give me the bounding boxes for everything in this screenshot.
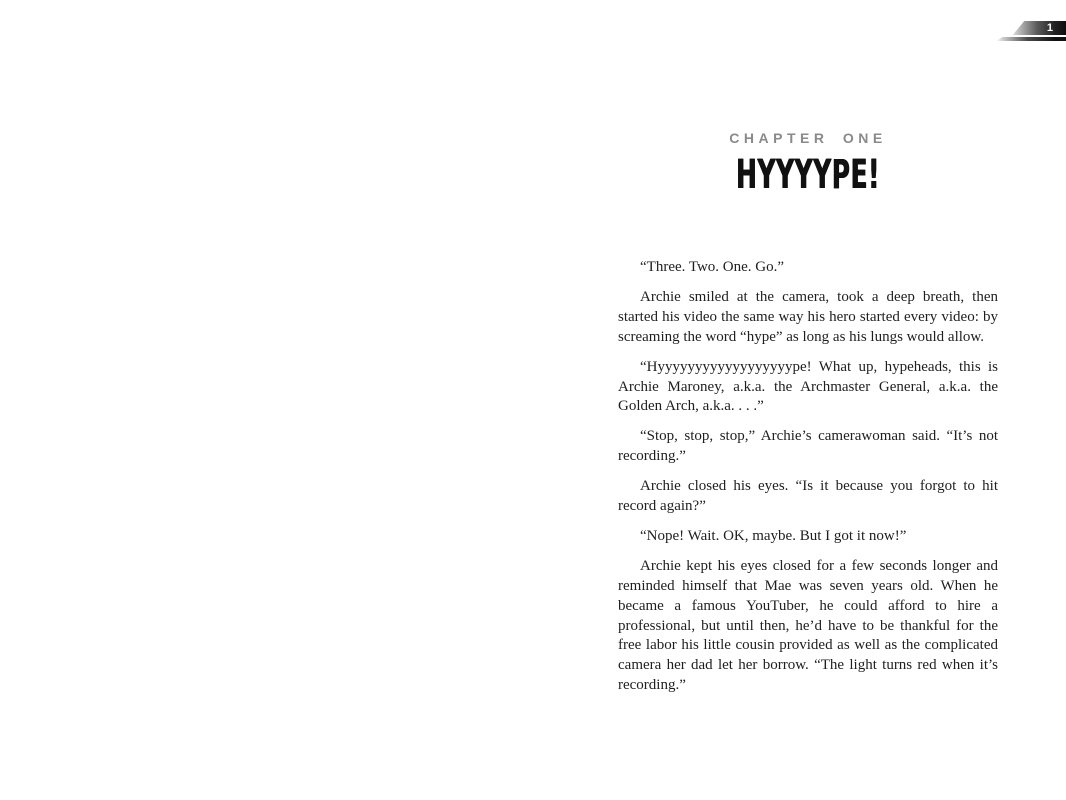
chapter-title-text: HYYYYPE!	[736, 152, 880, 198]
page-number-tab	[996, 21, 1066, 43]
body-text	[618, 258, 998, 706]
chapter-label: CHAPTER ONE	[729, 130, 887, 146]
paragraph: “Stop, stop, stop,” Archie’s camerawoman said. “It’s not recording.”	[618, 428, 998, 465]
chapter-heading	[618, 130, 998, 198]
chapter-title	[618, 152, 998, 198]
page-number-bar	[1008, 21, 1066, 35]
paragraph: Archie smiled at the camera, took a deep breath, then started his video the same way his hero started every video: by screaming the word “hype” as long as his lungs would allow.	[618, 289, 998, 345]
paragraph: “Hyyyyyyyyyyyyyyyyyype! What up, hypeheads, this is Archie Maroney, a.k.a. the Archmaster General, a.k.a. the Golden Arch, a.k.a. . . .”	[618, 358, 998, 415]
paragraph: Archie kept his eyes closed for a few seconds longer and reminded himself that Mae was seven years old. When he became a famous YouTuber, he could afford to hire a professional, but until then, he’d have to be thankful for the free labor his little cousin provided as well as the complicated camera her dad let her borrow. “The light turns red when it’s recording.”	[618, 558, 998, 693]
paragraph: Archie closed his eyes. “Is it because you forgot to hit record again?”	[618, 478, 998, 515]
page-number-strip	[996, 37, 1066, 41]
page-number: 1	[1046, 22, 1053, 34]
paragraph: “Three. Two. One. Go.”	[640, 259, 785, 275]
paragraph: “Nope! Wait. OK, maybe. But I got it now!”	[640, 528, 907, 545]
